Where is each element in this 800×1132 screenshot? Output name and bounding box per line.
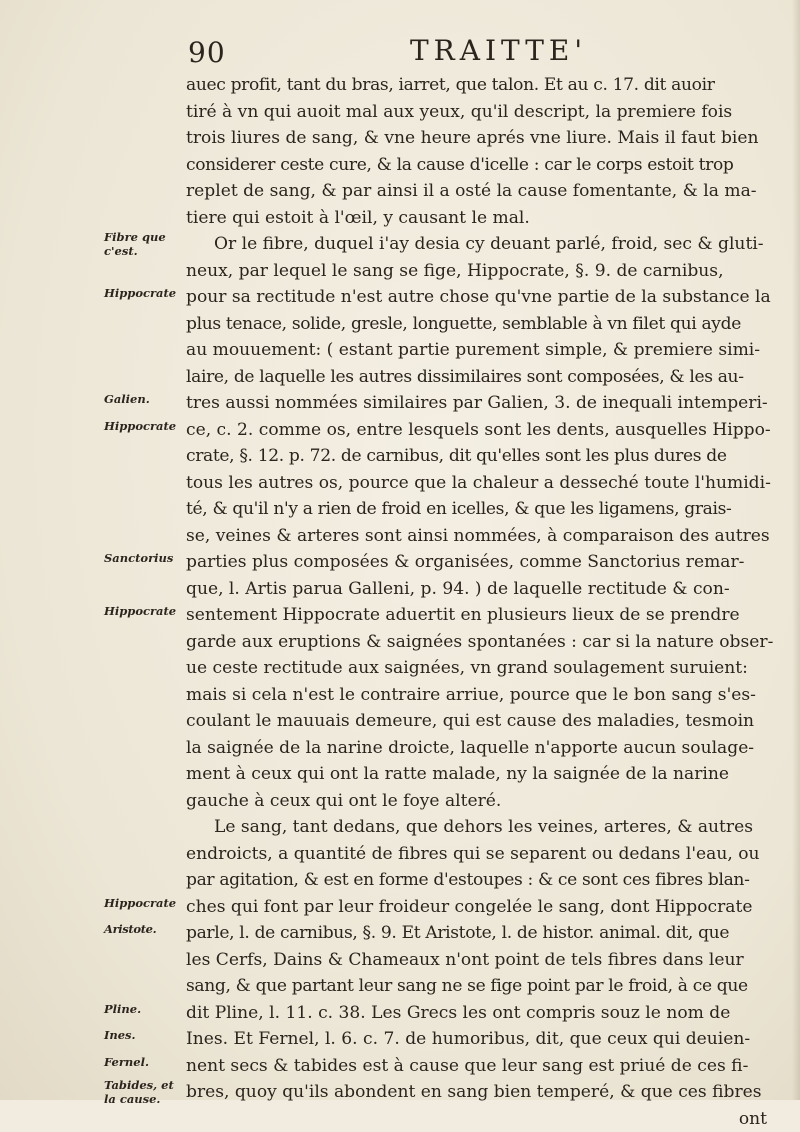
text-line-content: sang, & que partant leur sang ne se fige point par le froid, à ce que xyxy=(186,976,748,996)
text-line-content: considerer ceste cure, & la cause d'icelle : car le corps estoit trop xyxy=(186,155,734,175)
text-line xyxy=(186,602,771,629)
text-line-content: gauche à ceux qui ont le foye alteré. xyxy=(186,791,501,811)
text-line xyxy=(186,788,771,815)
text-line-content: tiré à vn qui auoit mal aux yeux, qu'il descript, la premiere fois xyxy=(186,102,732,122)
text-line xyxy=(186,284,771,311)
text-line-content: ce, c. 2. comme os, entre lesquels sont les dents, ausquelles Hippo- xyxy=(186,420,771,440)
text-line xyxy=(186,576,771,603)
margin-note: Pline. xyxy=(104,1003,141,1016)
text-line xyxy=(186,125,771,152)
text-line xyxy=(186,920,771,947)
text-line xyxy=(186,152,771,179)
page-number: 90 xyxy=(188,36,226,69)
page-edge-shadow xyxy=(792,0,800,1100)
text-line xyxy=(186,205,771,232)
text-line-content: que, l. Artis parua Galleni, p. 94. ) de laquelle rectitude & con- xyxy=(186,579,730,599)
text-line-content: garde aux eruptions & saignées spontanées : car si la nature obser- xyxy=(186,632,773,652)
text-line xyxy=(186,99,771,126)
margin-note: Hippocrate xyxy=(104,287,176,300)
text-line-content: bres, quoy qu'ils abondent en sang bien temperé, & que ces fibres xyxy=(186,1082,762,1102)
text-line xyxy=(186,1026,771,1053)
margin-note: Galien. xyxy=(104,393,150,406)
text-line xyxy=(186,231,771,258)
text-line-content: tres aussi nommées similaires par Galien, 3. de inequali intemperi- xyxy=(186,393,768,413)
text-line xyxy=(186,894,771,921)
text-line-content: pour sa rectitude n'est autre chose qu'vne partie de la substance la xyxy=(186,287,771,307)
text-line-content: ue ceste rectitude aux saignées, vn grand soulagement suruient: xyxy=(186,658,748,678)
text-line xyxy=(186,1106,771,1132)
text-line-content: Or le fibre, duquel i'ay desia cy deuant parlé, froid, sec & gluti- xyxy=(214,234,764,254)
text-line-content: coulant le mauuais demeure, qui est cause des maladies, tesmoin xyxy=(186,711,754,731)
text-line xyxy=(186,523,771,550)
text-line-content: replet de sang, & par ainsi il a osté la cause fomentante, & la ma- xyxy=(186,181,757,201)
text-line-content: nent secs & tabides est à cause que leur sang est priué de ces fi- xyxy=(186,1056,748,1076)
text-line-content: par agitation, & est en forme d'estoupes : & ce sont ces fibres blan- xyxy=(186,870,750,890)
text-line xyxy=(186,390,771,417)
text-line-content: endroicts, a quantité de fibres qui se separent ou dedans l'eau, ou xyxy=(186,844,760,864)
text-line xyxy=(186,735,771,762)
text-line-content: la saignée de la narine droicte, laquelle n'apporte aucun soulage- xyxy=(186,738,754,758)
text-line xyxy=(186,1000,771,1027)
margin-note: Fernel. xyxy=(104,1056,149,1069)
text-line-content: auec profit, tant du bras, iarret, que talon. Et au c. 17. dit auoir xyxy=(186,75,715,95)
margin-note: Hippocrate xyxy=(104,605,176,618)
text-line-content: ont xyxy=(739,1109,767,1129)
text-line-content: ches qui font par leur froideur congelée le sang, dont Hippocrate xyxy=(186,897,752,917)
text-line-content: Ines. Et Fernel, l. 6. c. 7. de humoribus, dit, que ceux qui deuien- xyxy=(186,1029,750,1049)
text-line-content: ment à ceux qui ont la ratte malade, ny la saignée de la narine xyxy=(186,764,729,784)
text-line xyxy=(186,1079,771,1106)
margin-note: Fibre que c'est. xyxy=(104,230,184,258)
text-line-content: parle, l. de carnibus, §. 9. Et Aristote, l. de histor. animal. dit, que xyxy=(186,923,729,943)
text-line xyxy=(186,629,771,656)
text-line-content: crate, §. 12. p. 72. de carnibus, dit qu'elles sont les plus dures de xyxy=(186,446,727,466)
margin-note: Sanctorius xyxy=(104,552,173,565)
text-line-content: té, & qu'il n'y a rien de froid en icelles, & que les ligamens, grais- xyxy=(186,499,731,519)
text-line xyxy=(186,867,771,894)
text-line xyxy=(186,708,771,735)
text-line xyxy=(186,682,771,709)
text-line xyxy=(186,364,771,391)
margin-note: Hippocrate xyxy=(104,897,176,910)
text-line-content: se, veines & arteres sont ainsi nommées, à comparaison des autres xyxy=(186,526,770,546)
text-line xyxy=(186,496,771,523)
text-line xyxy=(186,311,771,338)
margin-note: Ines. xyxy=(104,1029,136,1042)
text-line xyxy=(186,443,771,470)
text-line xyxy=(186,761,771,788)
running-title: TRAITTE' xyxy=(410,34,587,67)
text-line-content: dit Pline, l. 11. c. 38. Les Grecs les ont compris souz le nom de xyxy=(186,1003,730,1023)
margin-note: Aristote. xyxy=(104,923,156,936)
text-line-content: tous les autres os, pource que la chaleur a desseché toute l'humidi- xyxy=(186,473,771,493)
text-line xyxy=(186,947,771,974)
text-line xyxy=(186,841,771,868)
body-text xyxy=(186,72,771,1132)
text-line xyxy=(186,470,771,497)
text-line xyxy=(186,973,771,1000)
text-line xyxy=(186,655,771,682)
margin-note: Tabides, et la cause. xyxy=(104,1078,184,1106)
text-line-content: laire, de laquelle les autres dissimilaires sont composées, & les au- xyxy=(186,367,744,387)
text-line-content: parties plus composées & organisées, comme Sanctorius remar- xyxy=(186,552,744,572)
text-line xyxy=(186,814,771,841)
text-line xyxy=(186,1053,771,1080)
text-line xyxy=(186,72,771,99)
margin-note: Hippocrate xyxy=(104,420,176,433)
text-line xyxy=(186,258,771,285)
text-line-content: tiere qui estoit à l'œil, y causant le mal. xyxy=(186,208,530,228)
text-line xyxy=(186,337,771,364)
text-line-content: mais si cela n'est le contraire arriue, pource que le bon sang s'es- xyxy=(186,685,756,705)
text-line-content: neux, par lequel le sang se fige, Hippocrate, §. 9. de carnibus, xyxy=(186,261,724,281)
text-line-content: au mouuement: ( estant partie purement simple, & premiere simi- xyxy=(186,340,760,360)
text-line-content: Le sang, tant dedans, que dehors les veines, arteres, & autres xyxy=(214,817,753,837)
text-line-content: plus tenace, solide, gresle, longuette, semblable à vn filet qui ayde xyxy=(186,314,741,334)
text-line-content: les Cerfs, Dains & Chameaux n'ont point de tels fibres dans leur xyxy=(186,950,744,970)
text-line-content: sentement Hippocrate aduertit en plusieurs lieux de se prendre xyxy=(186,605,740,625)
text-line xyxy=(186,417,771,444)
text-line xyxy=(186,178,771,205)
text-line xyxy=(186,549,771,576)
text-line-content: trois liures de sang, & vne heure aprés vne liure. Mais il faut bien xyxy=(186,128,758,148)
